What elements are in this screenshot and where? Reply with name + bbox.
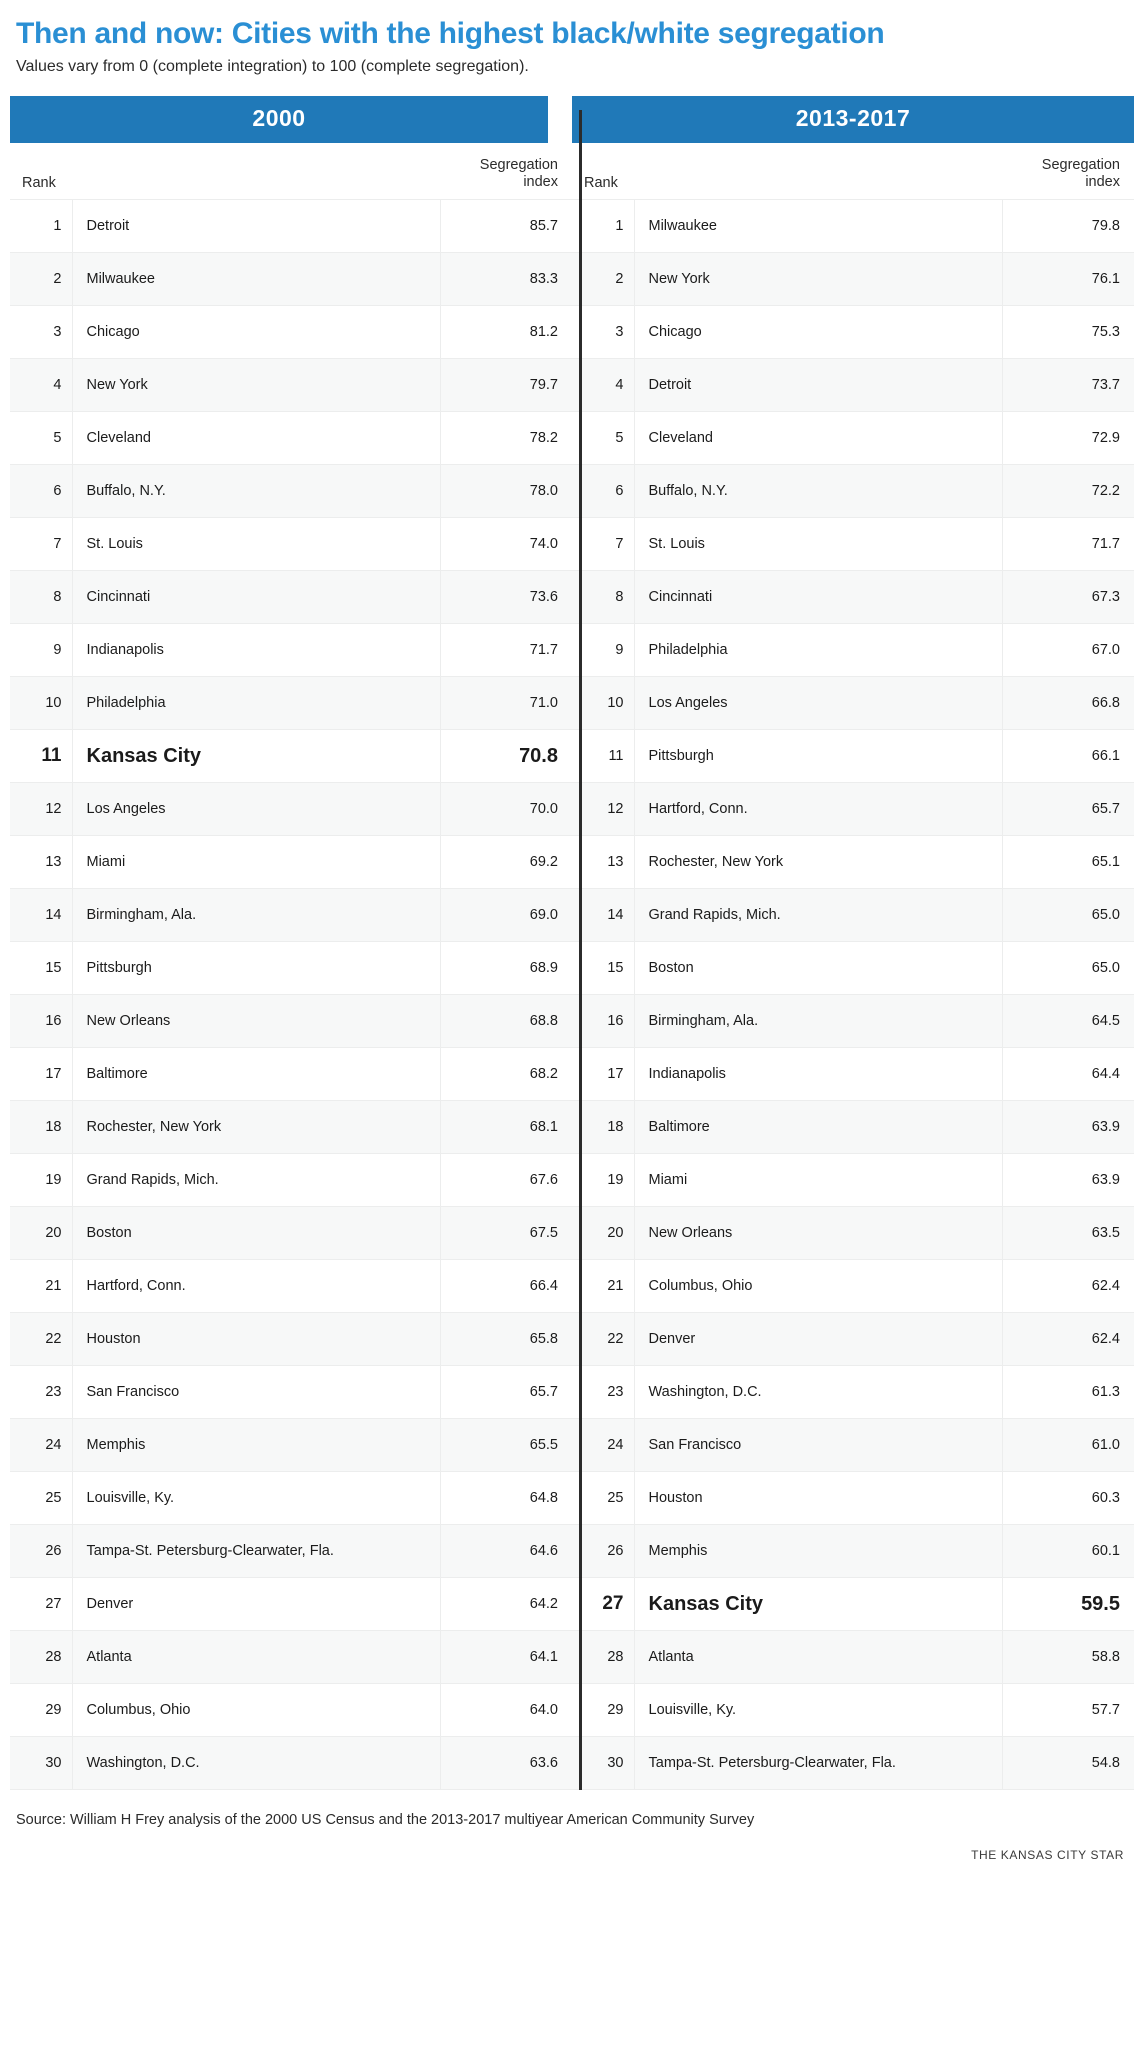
cell-city: Chicago: [72, 306, 440, 359]
cell-rank: 4: [10, 359, 72, 412]
cell-city: Cleveland: [72, 412, 440, 465]
table-row: [10, 836, 572, 889]
table-row: [572, 1578, 1134, 1631]
cell-segregation-index: 65.1: [1002, 836, 1134, 889]
table-body-2000: [10, 200, 572, 1790]
table-row: [10, 1472, 572, 1525]
cell-segregation-index: 67.3: [1002, 571, 1134, 624]
cell-rank: 14: [10, 889, 72, 942]
cell-segregation-index: 66.8: [1002, 677, 1134, 730]
cell-rank: 30: [10, 1737, 72, 1790]
cell-segregation-index: 79.8: [1002, 200, 1134, 253]
table-row: [572, 200, 1134, 253]
page-subtitle: Values vary from 0 (complete integration) to 100 (complete segregation).: [16, 58, 529, 75]
cell-segregation-index: 68.1: [440, 1101, 572, 1154]
cell-city: Kansas City: [72, 730, 440, 783]
cell-segregation-index: 64.2: [440, 1578, 572, 1631]
cell-segregation-index: 70.8: [440, 730, 572, 783]
cell-city: Washington, D.C.: [72, 1737, 440, 1790]
cell-city: Cincinnati: [634, 571, 1002, 624]
publisher-credit: THE KANSAS CITY STAR: [971, 1848, 1124, 1862]
cell-rank: 3: [572, 306, 634, 359]
cell-segregation-index: 68.2: [440, 1048, 572, 1101]
cell-city: Buffalo, N.Y.: [634, 465, 1002, 518]
table-row: [572, 1048, 1134, 1101]
cell-rank: 22: [10, 1313, 72, 1366]
column-header-index-line1: Segregation: [1041, 157, 1120, 173]
cell-rank: 9: [572, 624, 634, 677]
table-row: [572, 995, 1134, 1048]
table-row: [10, 1631, 572, 1684]
divider-rule: [579, 110, 582, 1790]
cell-segregation-index: 68.9: [440, 942, 572, 995]
cell-city: Memphis: [634, 1525, 1002, 1578]
cell-rank: 20: [572, 1207, 634, 1260]
cell-city: Columbus, Ohio: [72, 1684, 440, 1737]
cell-segregation-index: 71.0: [440, 677, 572, 730]
cell-segregation-index: 85.7: [440, 200, 572, 253]
cell-segregation-index: 61.3: [1002, 1366, 1134, 1419]
cell-city: Chicago: [634, 306, 1002, 359]
cell-segregation-index: 65.8: [440, 1313, 572, 1366]
table-row: [572, 465, 1134, 518]
column-header-rank-2013-2017: Rank: [584, 175, 618, 191]
table-row: [10, 306, 572, 359]
cell-segregation-index: 64.1: [440, 1631, 572, 1684]
cell-rank: 2: [572, 253, 634, 306]
table-row: [572, 730, 1134, 783]
cell-rank: 8: [10, 571, 72, 624]
cell-city: Pittsburgh: [634, 730, 1002, 783]
table-row: [10, 1684, 572, 1737]
table-row: [572, 783, 1134, 836]
cell-rank: 5: [572, 412, 634, 465]
cell-rank: 12: [572, 783, 634, 836]
column-header-index-2013-2017: [1002, 143, 1134, 200]
cell-city: Grand Rapids, Mich.: [72, 1154, 440, 1207]
cell-segregation-index: 65.0: [1002, 942, 1134, 995]
cell-city: Denver: [634, 1313, 1002, 1366]
cell-city: Hartford, Conn.: [634, 783, 1002, 836]
cell-city: Los Angeles: [634, 677, 1002, 730]
table-body-2013-2017: [572, 200, 1134, 1790]
cell-city: Baltimore: [634, 1101, 1002, 1154]
cell-rank: 10: [10, 677, 72, 730]
table-row: [10, 359, 572, 412]
table-row: [10, 1366, 572, 1419]
cell-city: Philadelphia: [634, 624, 1002, 677]
cell-segregation-index: 76.1: [1002, 253, 1134, 306]
cell-rank: 24: [10, 1419, 72, 1472]
cell-rank: 28: [572, 1631, 634, 1684]
cell-rank: 20: [10, 1207, 72, 1260]
cell-segregation-index: 66.1: [1002, 730, 1134, 783]
cell-city: Boston: [72, 1207, 440, 1260]
cell-segregation-index: 60.3: [1002, 1472, 1134, 1525]
table-row: [10, 730, 572, 783]
table-row: [572, 1313, 1134, 1366]
cell-segregation-index: 72.2: [1002, 465, 1134, 518]
cell-rank: 26: [10, 1525, 72, 1578]
cell-city: San Francisco: [634, 1419, 1002, 1472]
cell-rank: 13: [10, 836, 72, 889]
table-header-row-2013-2017: [572, 143, 1134, 200]
cell-city: Miami: [634, 1154, 1002, 1207]
cell-city: Indianapolis: [72, 624, 440, 677]
cell-segregation-index: 58.8: [1002, 1631, 1134, 1684]
cell-city: Detroit: [634, 359, 1002, 412]
cell-segregation-index: 57.7: [1002, 1684, 1134, 1737]
table-row: [572, 1631, 1134, 1684]
cell-rank: 17: [572, 1048, 634, 1101]
cell-segregation-index: 65.7: [1002, 783, 1134, 836]
cell-rank: 28: [10, 1631, 72, 1684]
table-row: [572, 1525, 1134, 1578]
cell-segregation-index: 65.0: [1002, 889, 1134, 942]
column-header-index-line1: Segregation: [479, 157, 558, 173]
cell-rank: 21: [572, 1260, 634, 1313]
cell-city: Hartford, Conn.: [72, 1260, 440, 1313]
cell-city: New York: [634, 253, 1002, 306]
cell-rank: 7: [572, 518, 634, 571]
cell-segregation-index: 64.5: [1002, 995, 1134, 1048]
table-row: [572, 1737, 1134, 1790]
cell-segregation-index: 67.5: [440, 1207, 572, 1260]
table-row: [10, 1737, 572, 1790]
table-row: [10, 677, 572, 730]
cell-city: Kansas City: [634, 1578, 1002, 1631]
cell-segregation-index: 78.2: [440, 412, 572, 465]
cell-rank: 5: [10, 412, 72, 465]
table-header-row-2000: [10, 143, 572, 200]
cell-segregation-index: 64.6: [440, 1525, 572, 1578]
cell-rank: 22: [572, 1313, 634, 1366]
table-2013-2017: [572, 143, 1134, 1790]
cell-city: Cincinnati: [72, 571, 440, 624]
cell-segregation-index: 79.7: [440, 359, 572, 412]
table-row: [10, 1101, 572, 1154]
cell-city: Houston: [72, 1313, 440, 1366]
table-row: [10, 889, 572, 942]
table-2000: [10, 143, 572, 1790]
table-row: [10, 1313, 572, 1366]
cell-segregation-index: 73.6: [440, 571, 572, 624]
cell-rank: 18: [10, 1101, 72, 1154]
cell-segregation-index: 69.2: [440, 836, 572, 889]
cell-rank: 4: [572, 359, 634, 412]
table-row: [10, 200, 572, 253]
cell-city: Rochester, New York: [72, 1101, 440, 1154]
footer: [10, 1812, 1130, 1862]
cell-city: St. Louis: [72, 518, 440, 571]
cell-rank: 24: [572, 1419, 634, 1472]
cell-segregation-index: 63.9: [1002, 1101, 1134, 1154]
cell-rank: 18: [572, 1101, 634, 1154]
cell-segregation-index: 72.9: [1002, 412, 1134, 465]
cell-city: Pittsburgh: [72, 942, 440, 995]
cell-city: Indianapolis: [634, 1048, 1002, 1101]
table-row: [572, 306, 1134, 359]
cell-segregation-index: 63.6: [440, 1737, 572, 1790]
cell-rank: 15: [572, 942, 634, 995]
cell-city: Miami: [72, 836, 440, 889]
cell-rank: 1: [10, 200, 72, 253]
cell-rank: 8: [572, 571, 634, 624]
source-note: Source: William H Frey analysis of the 2000 US Census and the 2013-2017 multiyear American Community Survey: [16, 1812, 755, 1828]
cell-rank: 29: [10, 1684, 72, 1737]
cell-segregation-index: 64.8: [440, 1472, 572, 1525]
cell-segregation-index: 62.4: [1002, 1313, 1134, 1366]
cell-segregation-index: 78.0: [440, 465, 572, 518]
cell-city: Washington, D.C.: [634, 1366, 1002, 1419]
cell-city: Houston: [634, 1472, 1002, 1525]
cell-city: Boston: [634, 942, 1002, 995]
cell-rank: 25: [572, 1472, 634, 1525]
cell-segregation-index: 67.6: [440, 1154, 572, 1207]
column-header-index-line2: index: [1085, 174, 1120, 190]
cell-segregation-index: 74.0: [440, 518, 572, 571]
table-row: [10, 253, 572, 306]
cell-segregation-index: 73.7: [1002, 359, 1134, 412]
comparison-tables: [10, 96, 1130, 1790]
cell-city: Birmingham, Ala.: [72, 889, 440, 942]
cell-rank: 27: [572, 1578, 634, 1631]
cell-rank: 27: [10, 1578, 72, 1631]
cell-rank: 10: [572, 677, 634, 730]
table-row: [572, 412, 1134, 465]
table-row: [10, 1419, 572, 1472]
cell-segregation-index: 64.4: [1002, 1048, 1134, 1101]
cell-rank: 14: [572, 889, 634, 942]
cell-city: San Francisco: [72, 1366, 440, 1419]
cell-rank: 16: [572, 995, 634, 1048]
cell-rank: 29: [572, 1684, 634, 1737]
cell-segregation-index: 60.1: [1002, 1525, 1134, 1578]
table-row: [10, 465, 572, 518]
table-row: [10, 412, 572, 465]
cell-city: Tampa-St. Petersburg-Clearwater, Fla.: [72, 1525, 440, 1578]
table-row: [10, 624, 572, 677]
cell-segregation-index: 54.8: [1002, 1737, 1134, 1790]
table-row: [10, 1048, 572, 1101]
cell-rank: 23: [10, 1366, 72, 1419]
cell-rank: 12: [10, 783, 72, 836]
table-row: [10, 518, 572, 571]
table-row: [10, 1207, 572, 1260]
cell-rank: 13: [572, 836, 634, 889]
cell-rank: 16: [10, 995, 72, 1048]
cell-segregation-index: 65.5: [440, 1419, 572, 1472]
cell-segregation-index: 65.7: [440, 1366, 572, 1419]
cell-segregation-index: 63.5: [1002, 1207, 1134, 1260]
table-row: [572, 624, 1134, 677]
cell-segregation-index: 62.4: [1002, 1260, 1134, 1313]
table-row: [572, 1207, 1134, 1260]
cell-city: Louisville, Ky.: [634, 1684, 1002, 1737]
infographic-page: [0, 16, 1140, 2057]
table-row: [10, 1260, 572, 1313]
cell-rank: 7: [10, 518, 72, 571]
table-row: [572, 1260, 1134, 1313]
cell-rank: 30: [572, 1737, 634, 1790]
cell-city: Louisville, Ky.: [72, 1472, 440, 1525]
table-row: [10, 1578, 572, 1631]
cell-segregation-index: 61.0: [1002, 1419, 1134, 1472]
cell-city: Grand Rapids, Mich.: [634, 889, 1002, 942]
cell-city: Denver: [72, 1578, 440, 1631]
table-row: [572, 677, 1134, 730]
cell-rank: 2: [10, 253, 72, 306]
cell-city: Milwaukee: [634, 200, 1002, 253]
cell-rank: 11: [10, 730, 72, 783]
cell-city: Birmingham, Ala.: [634, 995, 1002, 1048]
cell-segregation-index: 70.0: [440, 783, 572, 836]
cell-rank: 6: [572, 465, 634, 518]
cell-city: Rochester, New York: [634, 836, 1002, 889]
cell-city: Detroit: [72, 200, 440, 253]
cell-city: Columbus, Ohio: [634, 1260, 1002, 1313]
cell-rank: 6: [10, 465, 72, 518]
cell-rank: 26: [572, 1525, 634, 1578]
cell-segregation-index: 75.3: [1002, 306, 1134, 359]
cell-city: Tampa-St. Petersburg-Clearwater, Fla.: [634, 1737, 1002, 1790]
cell-city: New Orleans: [72, 995, 440, 1048]
cell-segregation-index: 83.3: [440, 253, 572, 306]
column-header-index-2000: [440, 143, 572, 200]
cell-segregation-index: 64.0: [440, 1684, 572, 1737]
cell-rank: 15: [10, 942, 72, 995]
cell-city: Milwaukee: [72, 253, 440, 306]
table-row: [572, 836, 1134, 889]
cell-segregation-index: 69.0: [440, 889, 572, 942]
cell-city: New York: [72, 359, 440, 412]
cell-city: Cleveland: [634, 412, 1002, 465]
table-row: [572, 518, 1134, 571]
year-band-2013-2017: 2013-2017: [572, 96, 1134, 143]
cell-city: Atlanta: [634, 1631, 1002, 1684]
panel-2013-2017: [572, 96, 1134, 1790]
cell-city: Memphis: [72, 1419, 440, 1472]
cell-rank: 23: [572, 1366, 634, 1419]
table-row: [572, 1684, 1134, 1737]
cell-city: Atlanta: [72, 1631, 440, 1684]
cell-city: Baltimore: [72, 1048, 440, 1101]
table-row: [572, 359, 1134, 412]
page-title: Then and now: Cities with the highest black/white segregation: [16, 17, 885, 50]
cell-segregation-index: 71.7: [440, 624, 572, 677]
cell-rank: 19: [10, 1154, 72, 1207]
table-row: [572, 1154, 1134, 1207]
table-row: [10, 995, 572, 1048]
cell-rank: 11: [572, 730, 634, 783]
table-row: [10, 783, 572, 836]
cell-rank: 3: [10, 306, 72, 359]
table-row: [572, 1472, 1134, 1525]
cell-rank: 1: [572, 200, 634, 253]
column-header-rank-2000: Rank: [22, 175, 56, 191]
table-row: [10, 571, 572, 624]
table-row: [572, 571, 1134, 624]
table-row: [572, 253, 1134, 306]
table-row: [572, 1101, 1134, 1154]
table-row: [10, 1525, 572, 1578]
year-band-2000: 2000: [10, 96, 548, 143]
cell-city: Buffalo, N.Y.: [72, 465, 440, 518]
cell-city: St. Louis: [634, 518, 1002, 571]
cell-rank: 17: [10, 1048, 72, 1101]
cell-rank: 21: [10, 1260, 72, 1313]
table-row: [10, 1154, 572, 1207]
cell-segregation-index: 59.5: [1002, 1578, 1134, 1631]
table-row: [572, 1366, 1134, 1419]
cell-city: New Orleans: [634, 1207, 1002, 1260]
table-row: [572, 1419, 1134, 1472]
cell-rank: 19: [572, 1154, 634, 1207]
table-row: [572, 942, 1134, 995]
cell-segregation-index: 63.9: [1002, 1154, 1134, 1207]
column-header-index-line2: index: [523, 174, 558, 190]
cell-segregation-index: 66.4: [440, 1260, 572, 1313]
cell-city: Philadelphia: [72, 677, 440, 730]
cell-segregation-index: 67.0: [1002, 624, 1134, 677]
cell-rank: 25: [10, 1472, 72, 1525]
table-row: [10, 942, 572, 995]
cell-segregation-index: 81.2: [440, 306, 572, 359]
cell-rank: 9: [10, 624, 72, 677]
table-row: [572, 889, 1134, 942]
cell-segregation-index: 68.8: [440, 995, 572, 1048]
panel-2000: [10, 96, 572, 1790]
cell-city: Los Angeles: [72, 783, 440, 836]
cell-segregation-index: 71.7: [1002, 518, 1134, 571]
